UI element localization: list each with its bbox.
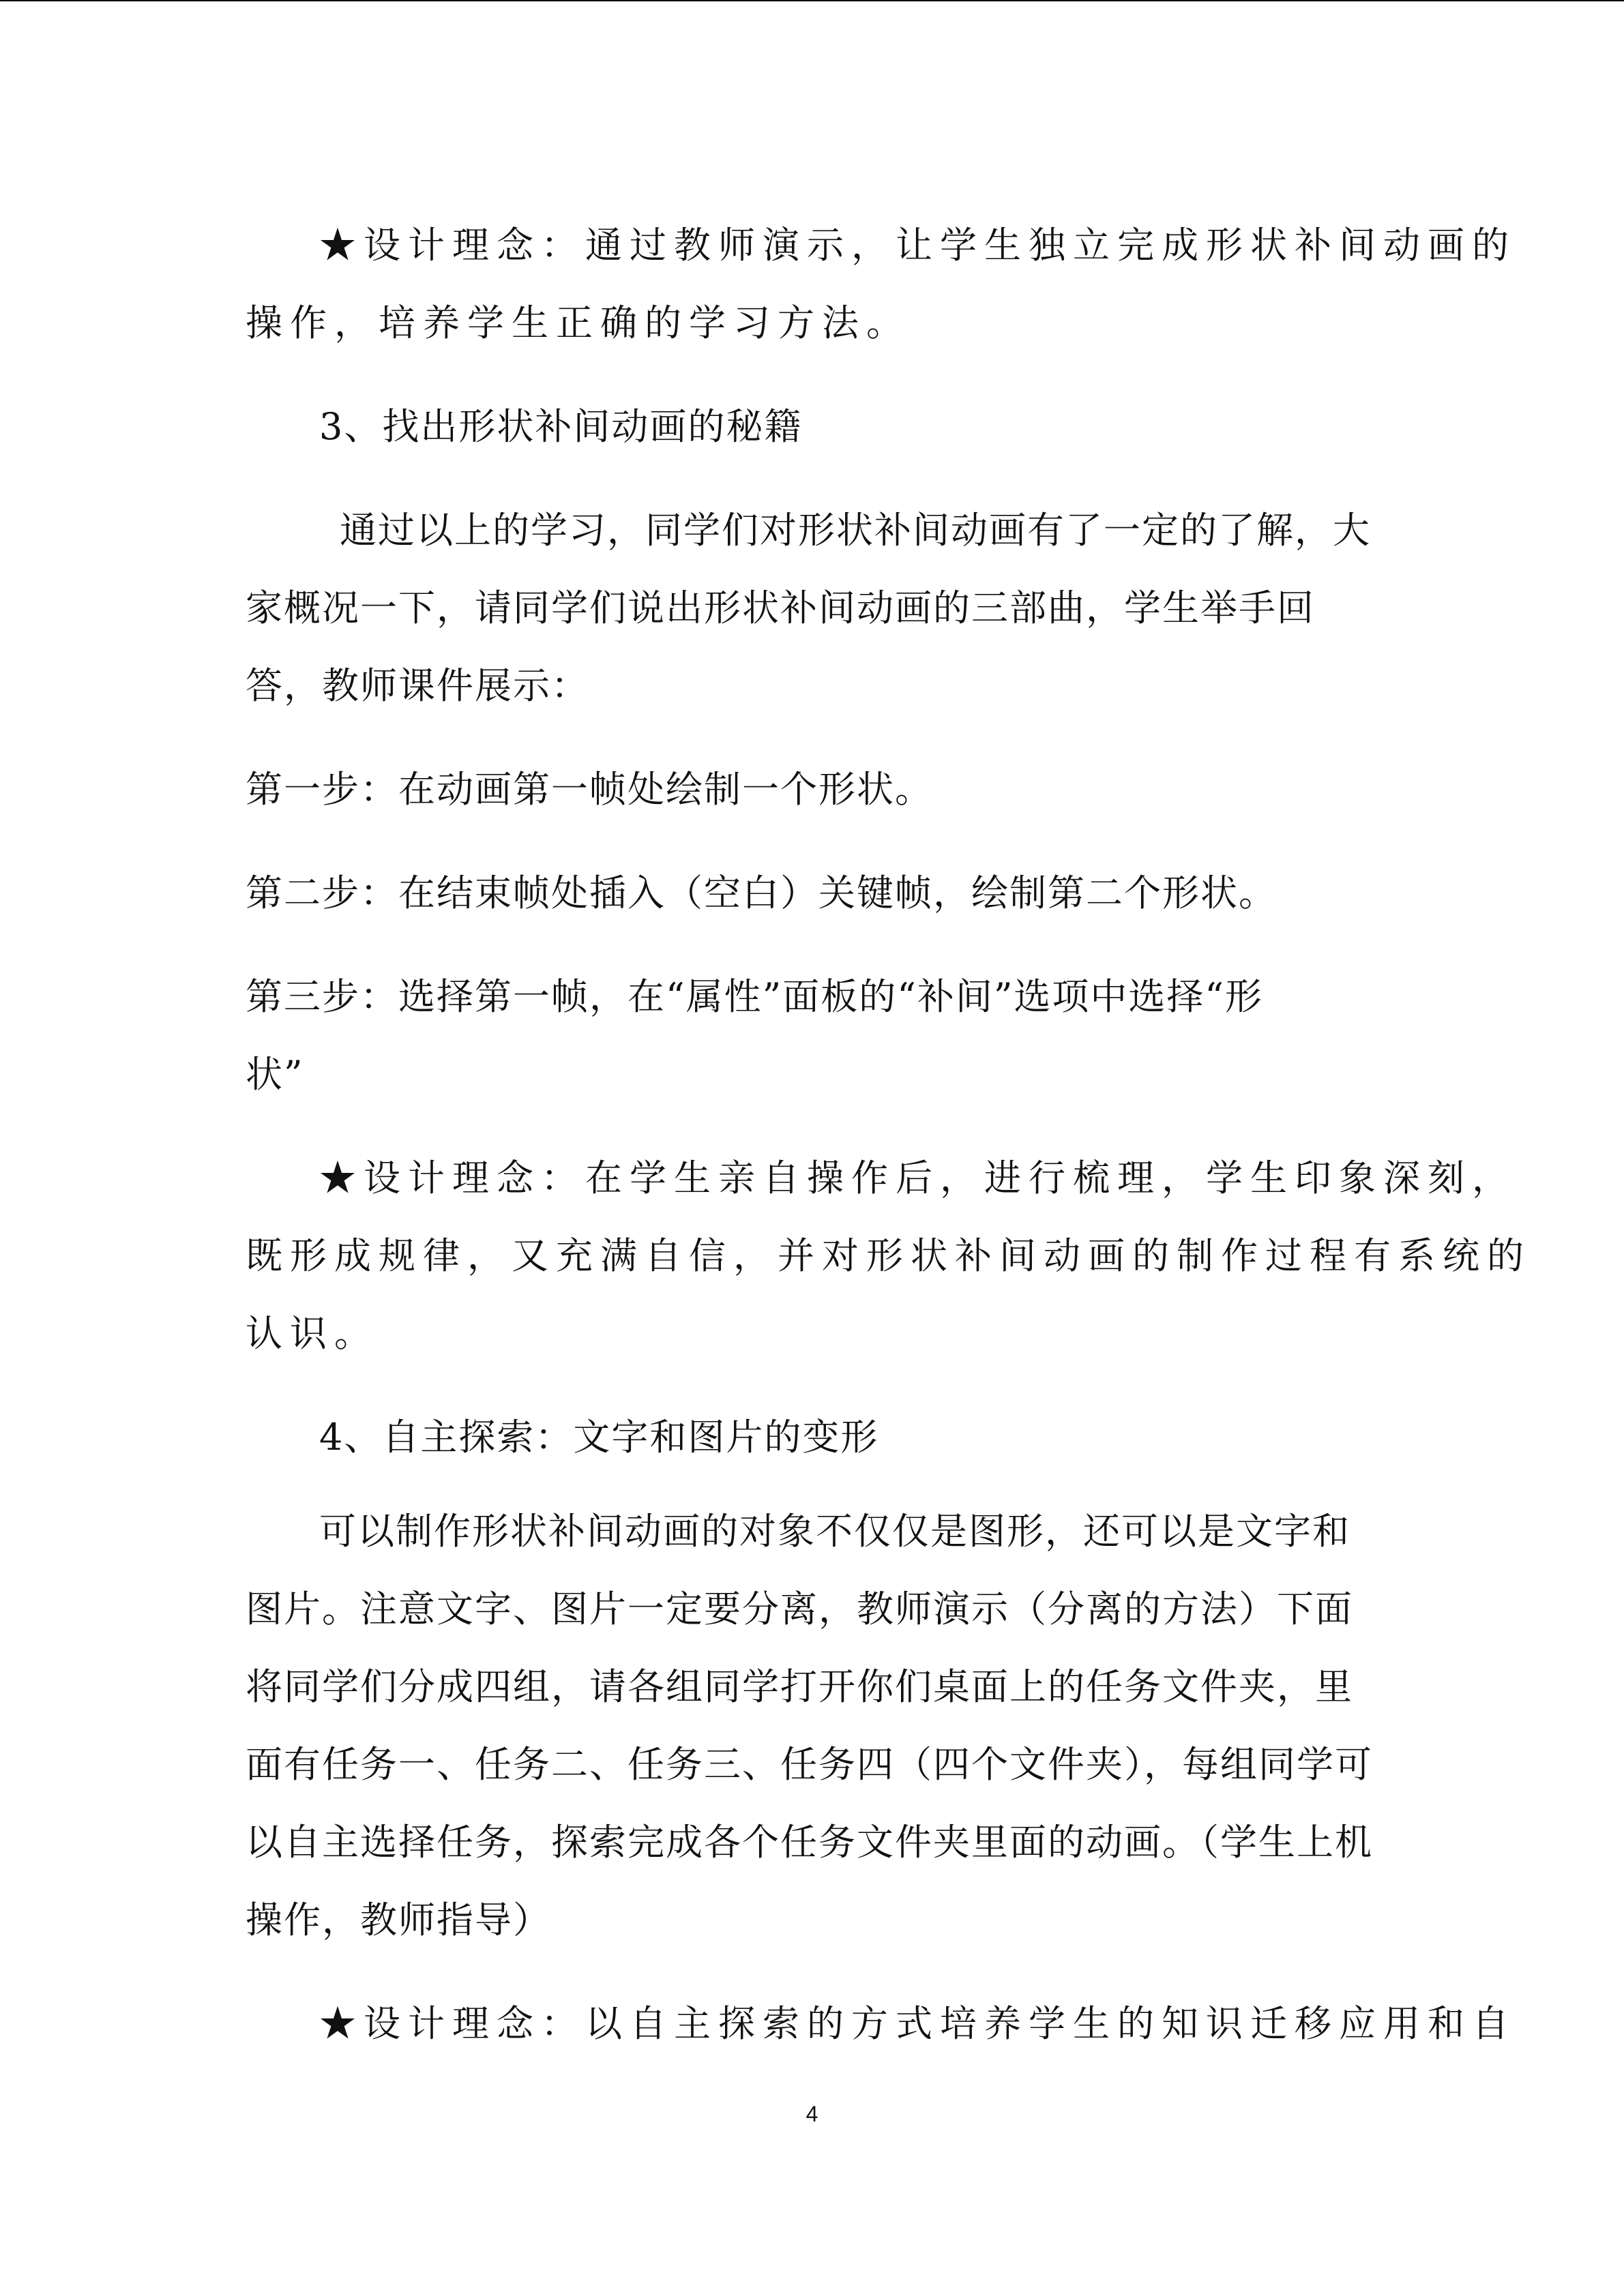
paragraph-line: 答，教师课件展示：: [246, 664, 589, 707]
paragraph-line: 以自主选择任务，探索完成各个任务文件夹里面的动画。（学生上机: [246, 1821, 1373, 1864]
step-line: 第三步：选择第一帧，在“属性”面板的“补间”选项中选择“形: [246, 975, 1264, 1018]
step-line: 第二步：在结束帧处插入（空白）关键帧，绘制第二个形状。: [246, 871, 1277, 914]
paragraph-line: 通过以上的学习，同学们对形状补间动画有了一定的了解，大: [340, 509, 1371, 552]
section-heading: 4、自主探索：文字和图片的变形: [319, 1416, 879, 1459]
section-heading: 3、找出形状补间动画的秘籍: [319, 405, 803, 448]
design-note-line: ★设计理念：以自主探索的方式培养学生的知识迁移应用和自: [319, 2002, 1516, 2045]
paragraph-line: 面有任务一、任务二、任务三、任务四（四个文件夹），每组同学可: [246, 1743, 1373, 1786]
design-note-line: 操作，培养学生正确的学习方法。: [246, 301, 911, 344]
design-note-line: ★设计理念：通过教师演示，让学生独立完成形状补间动画的: [319, 224, 1516, 267]
design-note-line: 既形成规律，又充满自信，并对形状补间动画的制作过程有系统的: [246, 1234, 1531, 1277]
design-note-line: 认识。: [246, 1312, 379, 1355]
paragraph-line: 图片。注意文字、图片一定要分离，教师演示（分离的方法）下面: [246, 1587, 1353, 1630]
paragraph-line: 将同学们分成四组，请各组同学打开你们桌面上的任务文件夹，里: [246, 1665, 1353, 1708]
step-line: 第一步：在动画第一帧处绘制一个形状。: [246, 768, 933, 811]
page-number: 4: [806, 2102, 818, 2126]
design-note-line: ★设计理念：在学生亲自操作后，进行梳理，学生印象深刻，: [319, 1157, 1516, 1199]
paragraph-line: 操作，教师指导）: [246, 1898, 551, 1941]
step-line: 状”: [246, 1053, 304, 1096]
paragraph-line: 可以制作形状补间动画的对象不仅仅是图形，还可以是文字和: [319, 1510, 1350, 1553]
paragraph-line: 家概况一下，请同学们说出形状补间动画的三部曲，学生举手回: [246, 586, 1315, 629]
